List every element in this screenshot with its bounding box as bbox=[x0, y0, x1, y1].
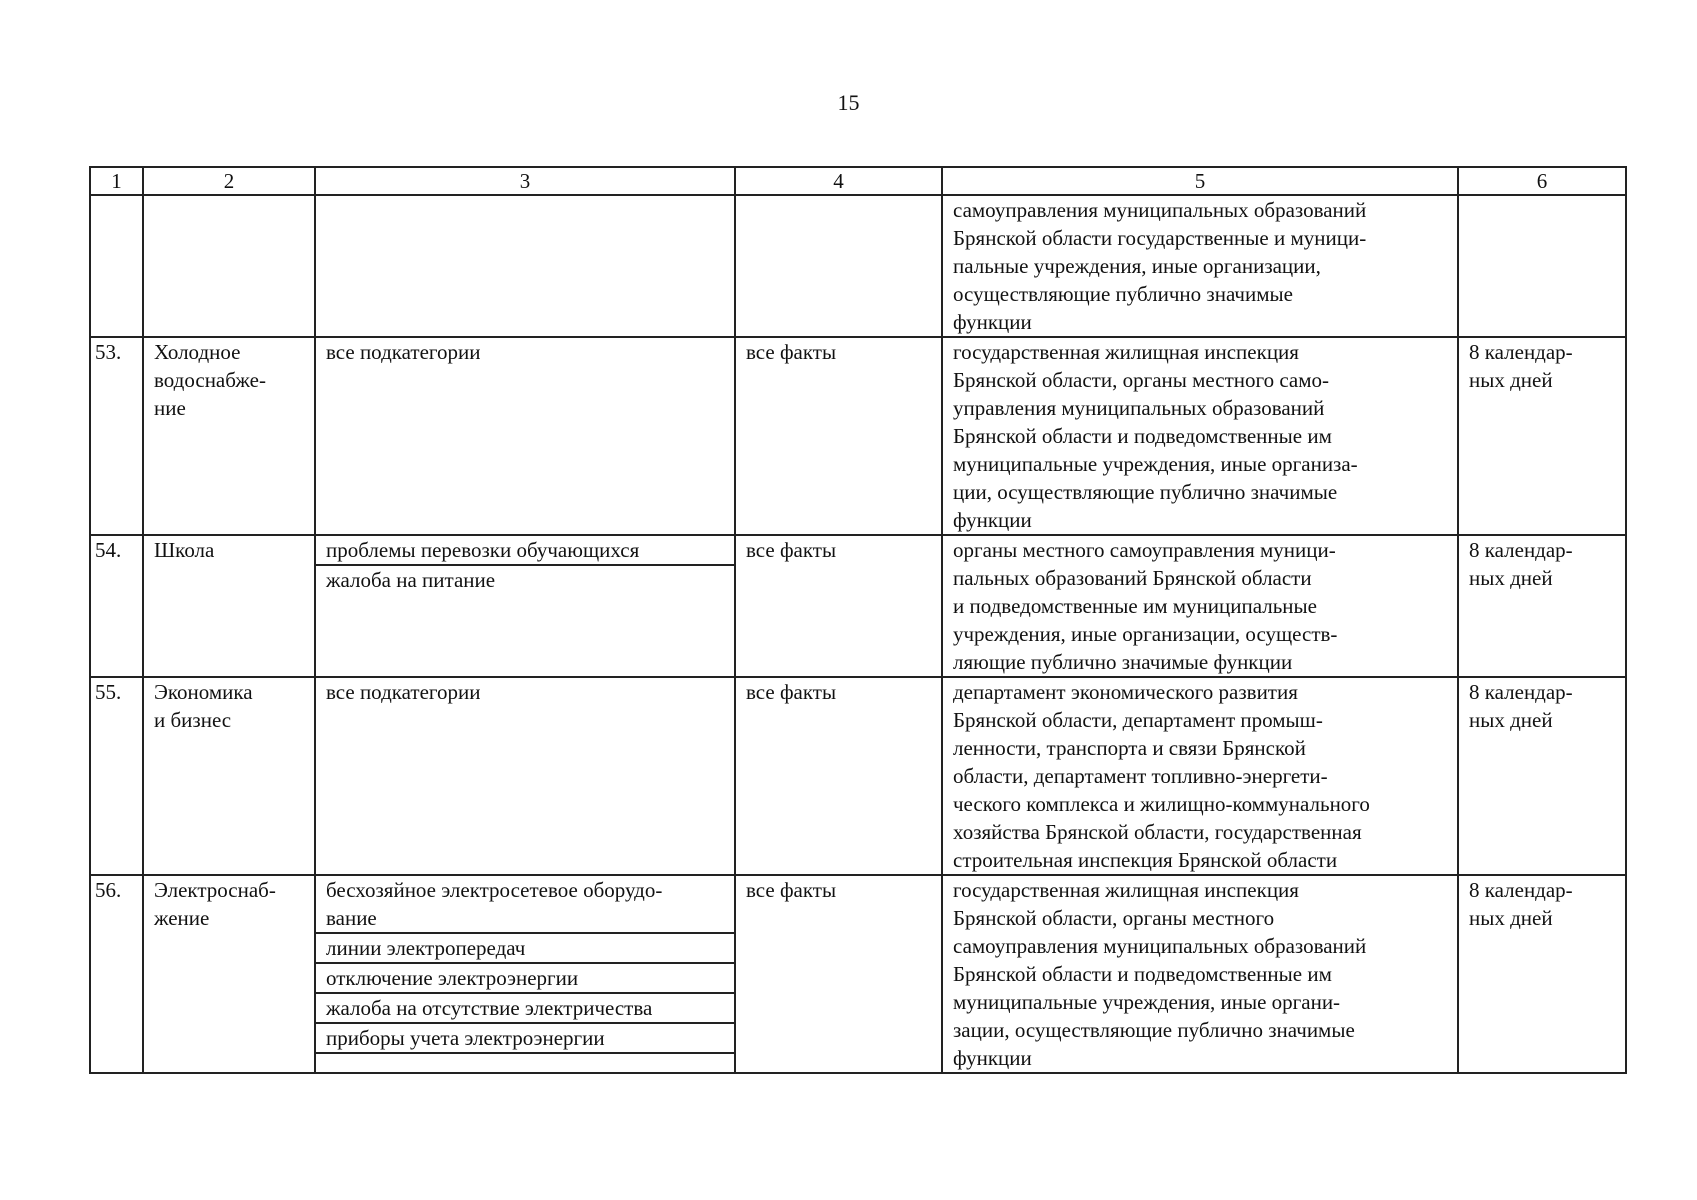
table-row bbox=[90, 535, 1626, 677]
cell-subcategories bbox=[315, 875, 735, 1073]
text-line: осуществляющие публично значимые bbox=[953, 282, 1293, 306]
subcategory-item bbox=[316, 992, 734, 1022]
text-line: ных дней bbox=[1469, 566, 1553, 590]
text-line: пальных образований Брянской области bbox=[953, 566, 1312, 590]
cell-number bbox=[90, 337, 143, 535]
text-line: управления муниципальных образований bbox=[953, 396, 1325, 420]
text-line: муниципальные учреждения, иные организа- bbox=[953, 452, 1358, 476]
text-line: муниципальные учреждения, иные органи- bbox=[953, 990, 1341, 1014]
text-line: вание bbox=[326, 906, 377, 930]
cell-number bbox=[90, 535, 143, 677]
text-line: функции bbox=[953, 310, 1032, 334]
text-line: жалоба на питание bbox=[326, 568, 496, 592]
text-line: Брянской области, департамент промыш- bbox=[953, 708, 1323, 732]
table-row bbox=[90, 875, 1626, 1073]
cell-subcategories bbox=[315, 337, 735, 535]
text-line: жение bbox=[154, 906, 210, 930]
text-line: линии электропередач bbox=[326, 936, 526, 960]
text-line: проблемы перевозки обучающихся bbox=[326, 538, 640, 562]
cell-responsible bbox=[942, 337, 1458, 535]
text-line: пальные учреждения, иные организации, bbox=[953, 254, 1321, 278]
cell-facts bbox=[735, 677, 942, 875]
cell-facts bbox=[735, 535, 942, 677]
column-header: 5 bbox=[942, 167, 1458, 195]
text-line: ных дней bbox=[1469, 368, 1553, 392]
text-line: 8 календар- bbox=[1469, 878, 1573, 902]
cell-responsible bbox=[942, 677, 1458, 875]
text-line: органы местного самоуправления муници- bbox=[953, 538, 1336, 562]
text-line: государственная жилищная инспекция bbox=[953, 878, 1299, 902]
text-line: 8 календар- bbox=[1469, 538, 1573, 562]
cell-term bbox=[1458, 535, 1626, 677]
cell-responsible bbox=[942, 535, 1458, 677]
text-line: 56. bbox=[95, 878, 122, 902]
text-line: Холодное bbox=[154, 340, 241, 364]
cell-topic bbox=[143, 337, 315, 535]
cell-responsible bbox=[942, 195, 1458, 337]
text-line: бесхозяйное электросетевое оборудо- bbox=[326, 878, 663, 902]
cell-number bbox=[90, 875, 143, 1073]
subcategory-item bbox=[316, 564, 734, 594]
cell-topic bbox=[143, 875, 315, 1073]
text-line: жалоба на отсутствие электричества bbox=[326, 996, 653, 1020]
text-line: самоуправления муниципальных образований bbox=[953, 198, 1367, 222]
table-row bbox=[90, 337, 1626, 535]
cell-term bbox=[1458, 337, 1626, 535]
text-line: и бизнес bbox=[154, 708, 232, 732]
cell-facts bbox=[735, 337, 942, 535]
text-line: функции bbox=[953, 1046, 1032, 1070]
text-line: Брянской области, органы местного само- bbox=[953, 368, 1330, 392]
cell-number bbox=[90, 195, 143, 337]
column-header: 6 bbox=[1458, 167, 1626, 195]
text-line: функции bbox=[953, 508, 1032, 532]
cell-subcategories bbox=[315, 195, 735, 337]
text-line: и подведомственные им муниципальные bbox=[953, 594, 1317, 618]
text-line: все подкатегории bbox=[326, 680, 481, 704]
table-row-continuation bbox=[90, 195, 1626, 337]
text-line: Брянской области и подведомственные им bbox=[953, 424, 1332, 448]
cell-topic bbox=[143, 195, 315, 337]
column-header: 4 bbox=[735, 167, 942, 195]
text-line: отключение электроэнергии bbox=[326, 966, 579, 990]
text-line: водоснабже- bbox=[154, 368, 266, 392]
cell-responsible bbox=[942, 875, 1458, 1073]
text-line: самоуправления муниципальных образований bbox=[953, 934, 1367, 958]
cell-topic bbox=[143, 535, 315, 677]
text-line: ческого комплекса и жилищно-коммунального bbox=[953, 792, 1370, 816]
text-line: 55. bbox=[95, 680, 122, 704]
text-line: Брянской области, органы местного bbox=[953, 906, 1275, 930]
text-line: 53. bbox=[95, 340, 122, 364]
subcategory-item bbox=[316, 932, 734, 962]
cell-term bbox=[1458, 875, 1626, 1073]
cell-term bbox=[1458, 195, 1626, 337]
text-line: Школа bbox=[154, 538, 215, 562]
text-line: Брянской области и подведомственные им bbox=[953, 962, 1332, 986]
text-line: строительная инспекция Брянской области bbox=[953, 848, 1338, 872]
text-line: все факты bbox=[746, 538, 837, 562]
cell-subcategories bbox=[315, 535, 735, 677]
cell-term bbox=[1458, 677, 1626, 875]
text-line: 8 календар- bbox=[1469, 680, 1573, 704]
column-header: 2 bbox=[143, 167, 315, 195]
text-line: все факты bbox=[746, 340, 837, 364]
cell-number bbox=[90, 677, 143, 875]
text-line: все подкатегории bbox=[326, 340, 481, 364]
text-line: области, департамент топливно-энергети- bbox=[953, 764, 1328, 788]
text-line: ленности, транспорта и связи Брянской bbox=[953, 736, 1306, 760]
text-line: 8 календар- bbox=[1469, 340, 1573, 364]
subcategory-item bbox=[316, 876, 734, 932]
categories-table bbox=[89, 166, 1627, 1074]
table-row bbox=[90, 677, 1626, 875]
text-line: ции, осуществляющие публично значимые bbox=[953, 480, 1338, 504]
page-number: 15 bbox=[837, 90, 860, 115]
text-line: учреждения, иные организации, осуществ- bbox=[953, 622, 1338, 646]
text-line: ных дней bbox=[1469, 906, 1553, 930]
column-header: 3 bbox=[315, 167, 735, 195]
subcategory-item bbox=[316, 962, 734, 992]
cell-topic bbox=[143, 677, 315, 875]
text-line: все факты bbox=[746, 878, 837, 902]
column-header: 1 bbox=[90, 167, 143, 195]
text-line: ных дней bbox=[1469, 708, 1553, 732]
text-line: приборы учета электроэнергии bbox=[326, 1026, 605, 1050]
text-line: все факты bbox=[746, 680, 837, 704]
text-line: хозяйства Брянской области, государственная bbox=[953, 820, 1362, 844]
text-line: Экономика bbox=[154, 680, 253, 704]
text-line: 54. bbox=[95, 538, 122, 562]
cell-subcategories bbox=[315, 677, 735, 875]
text-line: Электроснаб- bbox=[154, 878, 276, 902]
cell-facts bbox=[735, 195, 942, 337]
table-header-row bbox=[90, 167, 1626, 195]
text-line: ние bbox=[154, 396, 186, 420]
text-line: ляющие публично значимые функции bbox=[953, 650, 1293, 674]
subcategory-item bbox=[316, 1022, 734, 1054]
cell-facts bbox=[735, 875, 942, 1073]
text-line: государственная жилищная инспекция bbox=[953, 340, 1299, 364]
subcategory-item bbox=[316, 536, 734, 564]
text-line: департамент экономического развития bbox=[953, 680, 1298, 704]
text-line: зации, осуществляющие публично значимые bbox=[953, 1018, 1355, 1042]
text-line: Брянской области государственные и муници- bbox=[953, 226, 1367, 250]
